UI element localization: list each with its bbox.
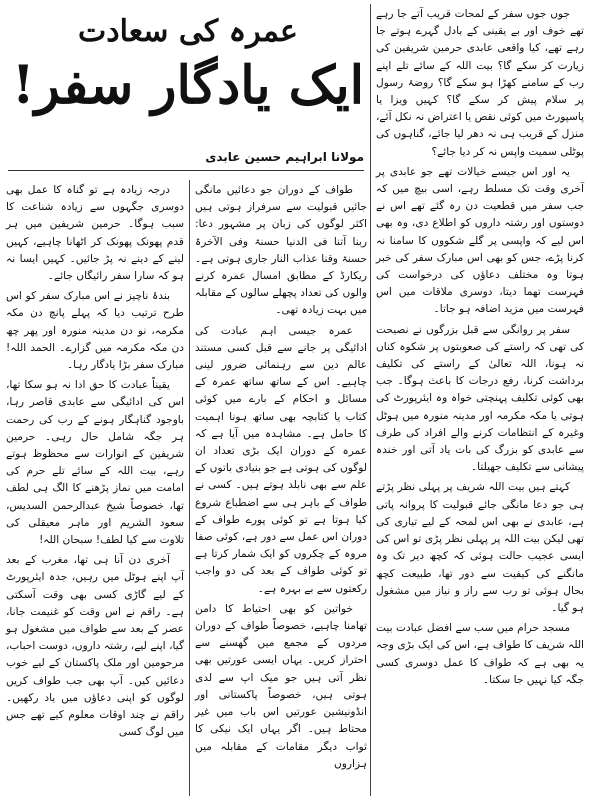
column-right [376, 6, 584, 796]
article-title: ایک یادگار سفر! [11, 55, 365, 116]
paragraph: سفر پر روانگی سے قبل بزرگوں نے نصیحت کی تھی کہ راستے کی صعوبتوں پر شکوہ کناں نہ ہونا، اللہ تعالیٰ کے راستے کی تکلیف برداشت کرنا، رفع درجات کا باعث ہوگا۔ جب بھی کوئی تکلیف پہنچتی خواہ وہ ایئرپورٹ کی ہوتی یا مکہ مکرمہ اور مدینہ منورہ میں ہوٹل وغیرہ کے انتظامات کرنے والے افراد کی طرف سے عابدی کو بزرگ کی بات یاد آتی اور خندہ پیشانی سے تکلیف جھیلتا۔ [376, 323, 584, 474]
paragraph: خواتین کو بھی احتیاط کا دامن تھامنا چاہیے، خصوصاً طواف کے دوران مردوں کے مجمع میں گھسنے سے احتراز کریں۔ یہاں ایسی عورتیں بھی نظر آتی ہیں جو میک اپ سے لدی ہوتی ہیں، خصوصاً پاکستانی اور انڈونیشین عورتیں اس باب میں غیر محتاط ہیں۔ اگر یہاں ایک نیکی کا ثواب دیگر مقامات کے مقابلہ میں ہزاروں [195, 602, 367, 770]
headline-block [8, 2, 368, 142]
paragraph: جوں جوں سفر کے لمحات قریب آتے جا رہے تھے خوف اور بے یقینی کے بادل گہرے ہوتے جا رہے تھے، کیا واقعی عابدی حرمین شریفین کی زیارت کر سکے گا؟ بیت اللہ کے سائے تلے اپنے رب کے سامنے کھڑا ہو سکے گا؟ روضۂ رسول پر سلام پیش کر سکے گا؟ کہیں ویزا یا پاسپورٹ میں کوئی نقص یا اعتراض نہ نکل آئے، منزل کے قریب ہی نہ دھر لیا جائے، گناہوں کی پوٹلی سمیت واپس نہ کر دیا جائے؟ [376, 8, 584, 158]
paragraph: درجہ زیادہ ہے تو گناہ کا عمل بھی دوسری جگہوں سے زیادہ شناعت کا سبب ہوگا۔ حرمین شریفین میں ہر قدم پھونک پھونک کر اٹھانا چاہیے، کہیں لینے کے دینے نہ پڑ جائیں۔ کہیں ایسا نہ ہو کہ سارا سفر رائیگاں جائے۔ [6, 184, 184, 283]
article-subtitle: عمرہ کی سعادت [78, 14, 298, 49]
paragraph: عمرہ جیسی اہم عبادت کی ادائیگی پر جانے سے قبل کسی مستند عالم دین سے رہنمائی ضرور لینی چاہیے۔ اس کے ساتھ ساتھ عمرہ کے مسائل و احکام کے بارے میں کوئی کتاب یا کتابچہ بھی ساتھ ہونا اہمیت کا حامل ہے۔ مشاہدہ میں آیا ہے کہ عمرہ کے دوران ایک بڑی تعداد ان لوگوں کی ہوتی ہے جو بنیادی باتوں کے علم سے بھی نابلد ہوتے ہیں۔ کسی نے طواف کے باہر ہی سے اضطباع شروع کیا ہوتا ہے تو کوئی پورے طواف کے دوران اس عمل سے دور ہے، کوئی صفا مروہ کے چکروں کو ایک شمار کرتا ہے تو کوئی طواف کے بعد کی دو واجب رکعتوں سے بے بہرہ ہے۔ [195, 324, 367, 595]
column-middle [195, 182, 367, 794]
paragraph: یہ اور اس جیسے خیالات تھے جو عابدی پر آخری وقت تک مسلط رہے، اسی بیچ میں کہ جب سفر میں قطعیت دن رہ گئے تھے اس نے دوستوں اور رشتہ داروں کو اطلاع دی، وہ بھی اس لیے کہ واپسی پر گلے شکووں کا سامنا نہ کرنا پڑے، جس کو بھی اس مبارک سفر کی خبر ہوتا وہ مختلف دعاؤں کی درخواست کی فہرست تھما دیتا، دوسری ملاقات میں اس فہرست میں مزید اضافہ ہو جاتا۔ [376, 165, 584, 316]
paragraph: یقیناً عبادت کا حق ادا نہ ہو سکا تھا، اس کی ادائیگی سے عابدی قاصر رہا، باوجود گناہگار ہونے کے رب کی رحمت ہر جگہ شامل حال رہی۔ حرمین شریفین کے انوارات سے محظوظ ہوتے رہے، بیت اللہ کے سائے تلے حرم کی امامت میں نماز پڑھنے کا الگ ہی لطف تھا، خصوصاً شیخ عبدالرحمن السدیس، سعود الشریم اور ماہر معیقلی کی تلاوت سے کیا لطف! سبحان اللہ! [6, 379, 184, 547]
paragraph: آخری دن آنا ہی تھا، مغرب کے بعد آپ اپنے ہوٹل میں رہیں، جدہ ایئرپورٹ کے لیے گاڑی کسی بھی وقت آسکتی ہے۔ راقم نے اس وقت کو غنیمت جانا، عصر کے بعد سے طواف میں مشغول ہو گیا، اپنے لیے، رشتہ داروں، دوست احباب، مرحومین اور ملک پاکستان کے لیے خوب دعائیں کیں۔ آپ بھی جب طواف کریں لوگوں کو اپنی دعاؤں میں یاد رکھیں۔ راقم نے چند اوقات معلوم کیے تھے جس میں لوگ کسی [6, 554, 184, 739]
paragraph: طواف کے دوران جو دعائیں مانگی جائیں قبولیت سے سرفراز ہوتی ہیں اکثر لوگوں کی زبان پر مشہور دعا: ربنا آتنا فی الدنیا حسنۃ وفی الآخرۃ حسنۃ وقنا عذاب النار جاری ہوتی ہے۔ ریکارڈ کے مطابق امسال عمرہ کرنے والوں کی تعداد پچھلے سالوں کے مقابلہ میں بہت زیادہ تھی۔ [195, 184, 367, 317]
column-divider [370, 4, 371, 796]
column-divider [189, 180, 190, 796]
paragraph: مسجد حرام میں سب سے افضل عبادت بیت اللہ شریف کا طواف ہے، اس کی ایک بڑی وجہ یہ بھی ہے کہ طواف کا عمل دوسری کسی جگہ کیا نہیں جا سکتا۔ [376, 622, 584, 686]
paragraph: بندۂ ناچیز نے اس مبارک سفر کو اس طرح ترتیب دیا کہ پہلے پانچ دن مکہ مکرمہ، نو دن مدینہ منورہ اور پھر چھ دن مکہ مکرمہ میں گزارے۔ الحمد اللہ! مبارک سفر بڑا یادگار رہا۔ [6, 290, 184, 372]
author-byline: مولانا ابراہیم حسین عابدی [8, 146, 364, 171]
paragraph: کہتے ہیں بیت اللہ شریف پر پہلی نظر پڑتے ہی جو دعا مانگی جائے قبولیت کا پروانہ پاتی ہے، عابدی نے بھی اس لمحہ کے لیے تیاری کی تھی لیکن بیت اللہ پر پہلی نظر پڑی تو اس کی ایسی عجیب حالت ہوئی کہ کچھ دیر تک وہ مانگنے کی کیفیت سے دور تھا، طبیعت کچھ بحال ہوئی تو رب سے راز و نیاز میں مشغول ہو گیا۔ [376, 481, 584, 614]
column-left [6, 182, 184, 794]
